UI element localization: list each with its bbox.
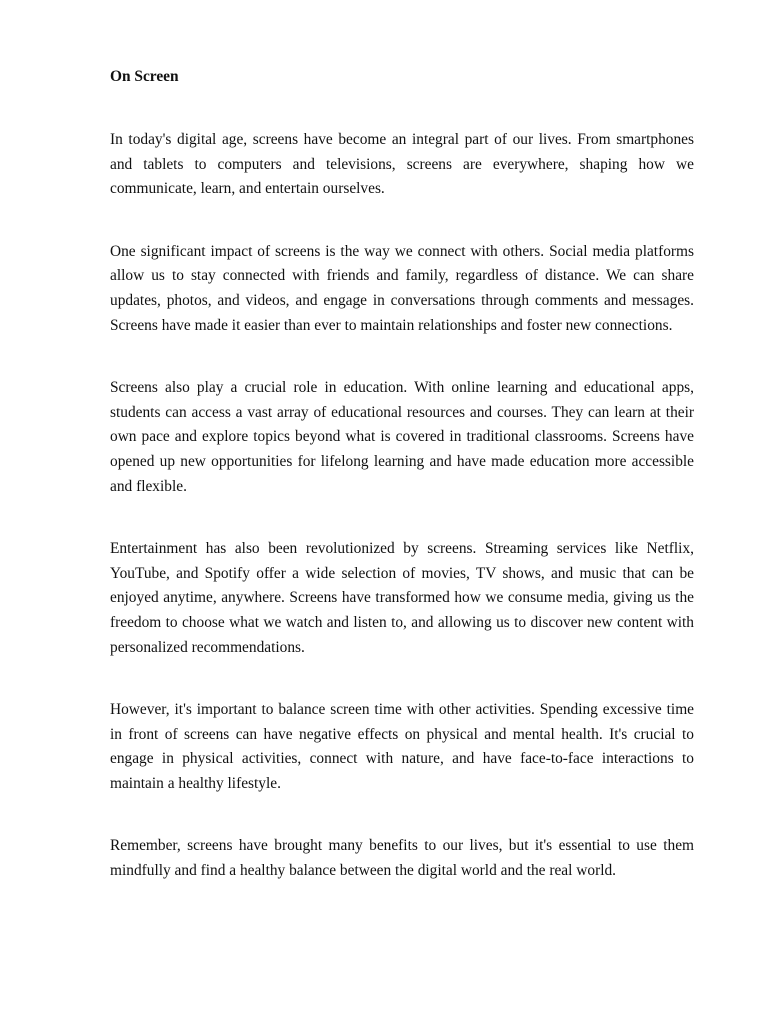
paragraph-education: Screens also play a crucial role in education. With online learning and educational apps, students can access a vast array of educational resources and courses. They can learn at their own pace and explore topics beyond what is covered in traditional classrooms. Screens have opened up new opportunities for lifelong learning and have made education more accessible and flexible. [110,379,694,495]
paragraph-conclusion: Remember, screens have brought many benefits to our lives, but it's essential to use them mindfully and find a healthy balance between the digital world and the real world. [110,837,694,880]
document-title: On Screen [110,68,179,85]
paragraph-connection: One significant impact of screens is the way we connect with others. Social media platforms allow us to stay connected with friends and family, regardless of distance. We can share updates, photos, and videos, and engage in conversations through comments and messages. Screens have made it easier than ever to maintain relationships and foster new connections. [110,242,694,334]
paragraph-balance: However, it's important to balance screen time with other activities. Spending excessive time in front of screens can have negative effects on physical and mental health. It's crucial to engage in physical activities, connect with nature, and have face-to-face interactions to maintain a healthy lifestyle. [110,701,694,792]
paragraph-intro: In today's digital age, screens have become an integral part of our lives. From smartphones and tablets to computers and televisions, screens are everywhere, shaping how we communicate, learn, and entertain ourselves. [110,131,694,198]
document-page [110,65,694,922]
paragraph-entertainment: Entertainment has also been revolutionized by screens. Streaming services like Netflix, YouTube, and Spotify offer a wide selection of movies, TV shows, and music that can be enjoyed anytime, anywhere. Screens have transformed how we consume media, giving us the freedom to choose what we watch and listen to, and allowing us to discover new content with personalized recommendations. [110,540,694,656]
